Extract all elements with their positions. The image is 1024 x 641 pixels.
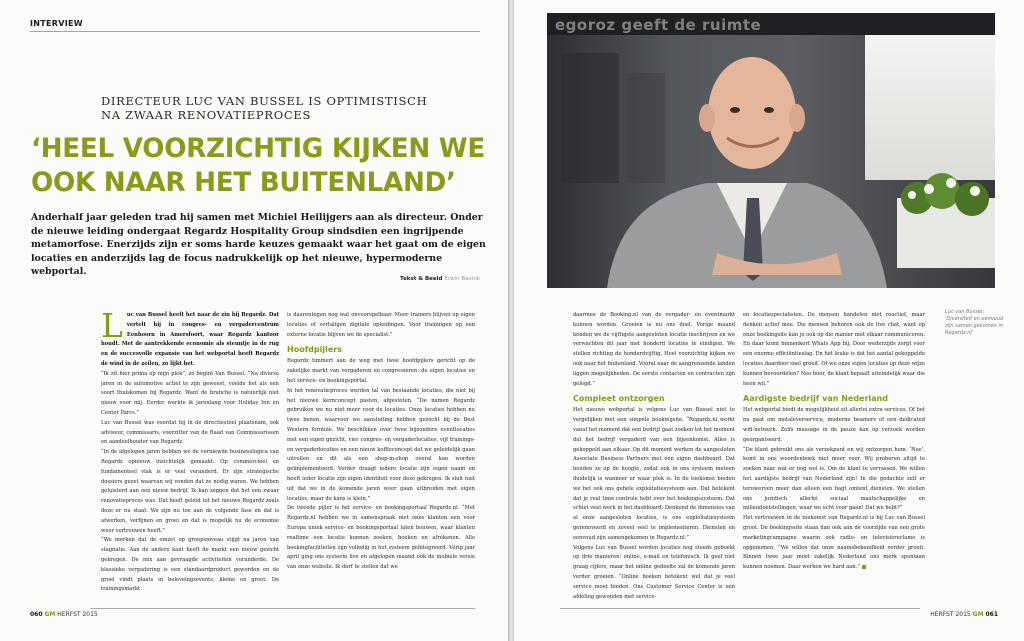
footer-rule xyxy=(90,608,475,609)
body-paragraph: daarmee de Booking.nl van de vergader- en eventmarkt kunnen worden. Groeien is nu ons doel. Vorige maand konden we de vijftigste aangesloten locatie inschrijven en we verwachten dit jaar met honderd locaties te eindigen. We stellen richting de honderdvijftig. Heel voorzichtig kijken we ook naar het buitenland. Vooral naar de aangrenzende landen liggen mogelijkheden. De eerste contacten en contracten zijn gelegd.” xyxy=(573,312,735,387)
body-paragraph xyxy=(743,514,925,573)
body-paragraph: “We merken dat de omzet op groepsniveau stijgt na jaren van stagnatie. Aan de andere kant heeft de markt een nieuw gezicht gekregen. De mix aan gevraagde activiteiten veranderde. De klassieke vergadering is een standaardproduct geworden en de groei vindt plaats in beleveingsevents, kleine en groot. De trainingsmarkt xyxy=(101,537,279,593)
end-mark xyxy=(862,565,866,569)
section-heading: Aardigste bedrijf van Nederland xyxy=(743,394,888,404)
body-paragraph: De tweede pijler is het service- en bookingsportaal Regardz.nl. “Met Regardz.nl hebben we in samenspraak met onze klanten een voor Europa uniek service- en bookingsportaal laten bouwen, waar klanten realtime een locatie kunnen zoeken, boeken en afrekenen. Alle boekingfaciliteiten zijn volledig in het systeem geïntegreerd. Vorig jaar april ging ons systeem live en afgelopen maand ook de mobiele versie van onze website. Ik durf te stellen dat we xyxy=(287,505,475,571)
top-rule xyxy=(30,31,480,32)
closing-paragraph: Het vertrouwen in de toekomst van Regardz.nl is bij Luc van Bussel groot. De boekingssite staan dan ook aan de voorzijde van een grote marketingcampagne waarin ook radio- en televisiereclame is opgenomen. “We willen dat onze naamsbekendheid verder groeit. Binnen twee jaar moet zakelijk Nederland ons merk spontaan kunnen noemen. Daar werken we hard aan.” xyxy=(743,515,925,571)
photo-caption: Luc van Bussel: 'Diversiteit en eenvoud zijn samen gekomen in Regardz.nl' xyxy=(945,309,1004,336)
portrait-photo xyxy=(547,13,995,288)
headline: ‘HEEL VOORZICHTIG KIJKEN WE OOK NAAR HET BUITENLAND’ xyxy=(31,133,485,198)
dropcap: L xyxy=(101,311,123,345)
body-paragraph: Het webportal biedt de mogelijkheid uit allerlei extra services. Of het nu gaat om metaleverservice, moderne beamers of een dedicated wifi-netwerk. Zelfs massage in de pauze kan op verzoek worden georganiseerd. xyxy=(743,407,925,443)
left-page xyxy=(0,0,508,641)
body-paragraph: “Ik zit hier prima op mijn plek”, zo begint Van Bussel. “Na diverse jaren in de automotive actief te zijn geweest, voelde het als een soort thuiskomen bij Regardz. Want de branche is natuurlijk niet nieuw voor mij. Eerder werkte ik jarenlang voor Holiday Inn en Center Parcs.” xyxy=(101,370,279,416)
body-paragraph: “In de afgelopen jaren hebben we de verniewde businesslogica van Regardz opnieuw inzichtelijk gemaakt. Op commercieel en fundamenteel vlak is er veel veranderd. Er zijn strategische dossiers gezet waarvan wij vonden dat ze nodig waren. We hebben geluisterd aan een nieuw bedrijf. Ik kan zeggen dat het een zwaar renovatieproces was. Dat heeft geleid tot het nieuwe Regardz zoals deze er nu staat. We zijn nu toe aan de volgende fase en dat is afwerken, verfijnen en groei en dat is mogelijk nu de economie weer vertrouwen heeft.” xyxy=(101,449,279,534)
intro-text: uc van Bussel heeft het naar de zin bij Regardz. Dat vertelt hij in congres- en vergadercentrum Eenhoorn in Amersfoort, waar Regardz kantoor houdt. Met de aantrekkende economie als steuntje in de rug en de succesvolle expansie van het webportal heeft Regardz de wind in de zeilen, zo lijkt het. xyxy=(101,312,279,367)
section-label: INTERVIEW xyxy=(30,19,83,28)
body-paragraph: en locatiespecialisten. De mensen handelen niet reactief, maar denken actief mee. Die mensen behoren ook de live chat, want op onze boekingsite kan je ook op die manier met elkaar communiceren. En daar komt binnenkort Whats App bij. Door wederzijds zorgt voor een enorme efficiëntieslag. En het leuke is dat het aantal gekoppelde locaties daardoor snel groeit. Of we onze eigen locaties op deze wijze kunnen bevoordelen? Nee hoor, de klant bepaalt uiteindelijk waar die heen wil.” xyxy=(743,312,925,387)
issue-label: HERFST 2015 xyxy=(57,611,98,618)
body-column-3 xyxy=(573,311,735,606)
byline-name: Erwin Bavink xyxy=(444,276,480,282)
body-paragraph: Regardz timmert aan de weg met twee hoofdpijlers gericht op de zakelijke markt van vergaderen en congresseren: de eigen locaties en het service- en bookingsportal. xyxy=(287,358,475,384)
page-number: 061 xyxy=(985,611,998,618)
body-paragraph: Luc van Bussel was voordat hij in de directiestoel plaatsnam, ook adviseur, commissaris, voorzitter van de Raad van Commissarissen en aandeelhouder van Regardz. xyxy=(101,419,279,446)
lead-paragraph: Anderhalf jaar geleden trad hij samen met Michiel Heilijgers aan als directeur. Onder de nieuwe leiding ondergaat Regardz Hospitality Group sindsdien een ingrijpende metamorfose. Enerzijds zijn er soms harde keuzes gemaakt waar het gaat om de eigen locaties en anderzijds lag de focus nadrukkelijk op het nieuwe, hypermoderne webportal. xyxy=(31,212,486,277)
body-column-1 xyxy=(101,311,279,603)
page-number: 060 xyxy=(30,611,43,618)
section-heading: Compleet ontzorgen xyxy=(573,394,665,404)
byline-label: Tekst & Beeld xyxy=(400,276,443,282)
byline xyxy=(400,276,480,282)
body-paragraph: Het nieuwe webportal is volgens Luc van Bussel niet te vergelijken met een simpele bookingsite. “Regardz.nl werkt vanaf het moment dat een bedrijf gaat zoeken tot het moment dat het bedrijf vergaderd van een bijeenkomst. Alles is gekoppeld aan elkaar. Op dit moment werken de aangesloten Associate Business Partners met een eigen dashboard. Dat houden ze op de hoogte, zodat ook in ons systeem meteen duidelijk is wanneer er waar plek is. In de toekomst bieden we het ook ons gehele exploitatiesysteem aan. Dat betekent dat je real time controle hebt over het boekingssysteem. Dat schiet veel werk in het dashboard. Denkend de dimensies van al onze aangesloten locaties, is ons exploitatiesysteem gerenoveerd en zoveel veel te implementeren. Diensten en eenvoud zijn samengekomen in Regardz.nl.” xyxy=(573,407,735,541)
folio-left xyxy=(30,611,98,618)
body-column-4 xyxy=(743,311,925,606)
section-heading: Hoofdpijlers xyxy=(287,345,342,355)
body-paragraph: “De klant gebruikt ons als verzekpunt en wij ontzorgen hem. ‘Nee’, komt in ons woordenboek niet meer voor. Wij proberen altijd te zoeken naar wat er nog wel is. Om de klant te verrassen. We willen het aardigste bedrijf van Nederland zijn! In die gedachte zelf er teruwerven meer dan alleen een bagt omtent diensten. We stellen ons juridisch allerlei sociaal maatschappelijke en milieudoelstellingen, waar we echt voor gaan! Dat we hebt?” xyxy=(743,446,925,512)
magazine-logo: GM xyxy=(972,611,984,618)
magazine-logo: GM xyxy=(44,611,56,618)
subhead: DIRECTEUR LUC VAN BUSSEL IS OPTIMISTISCH NA ZWAAR RENOVATIEPROCES xyxy=(101,94,428,122)
body-paragraph: Volgens Luc van Bussel worden locaties nog steeds geboekt op drie manieren: online, e-mail en telefonisch. Ik geef niet graag cijfers, maar het online gedeelte zal de komende jaren verder groeien. “Online boeken betekent wel dat je veel service moet bieden. Ons Customer Service Center is een afdeling gewonden met service- xyxy=(573,544,735,600)
body-paragraph: In het renovatieproces werden tal van bestaande locaties, die niet bij het nieuwe kernconcept pasten, afgestoten. “De namen Regardz gebruiken we nu niet meer voor de locaties. Onze locaties hebben nu twee benen, waarvoor we aansluiting hebben gezocht bij de Best Western formule. We beschikken over twee bijzondere eventlocaties met een eigen gezicht, vier congres- en vergaderlocaties, vijf trainings- en vergaderlocaties en een nieuw koffieconcept dat we geleidelijk gaan uitrollen en dit als een shop-in-shop overal kan worden geïmplementeerd. Verder draagt iedere locatie zijn eigen naam en heeft ieder locatie zijn eigen identiteit voor deze gekregen. Ik sluit niet uit dat we in de komende jaren weer gaan uitbreiden met eigen locaties, maar de kans is klein.” xyxy=(287,387,475,502)
body-paragraph: is daarentegen nog wat onvoorspelbaar. Meer trainers blijven op eigen locaties of vertaligen digitale opleidingen. Voor trainingen op een externe locatie blijven we de specialist.” xyxy=(287,312,475,338)
body-column-2 xyxy=(287,311,475,603)
footer-rule xyxy=(560,608,920,609)
issue-label: HERFST 2015 xyxy=(930,611,971,618)
photo-banner-text: egoroz geeft de ruimte xyxy=(555,16,762,34)
folio-right xyxy=(930,611,998,618)
